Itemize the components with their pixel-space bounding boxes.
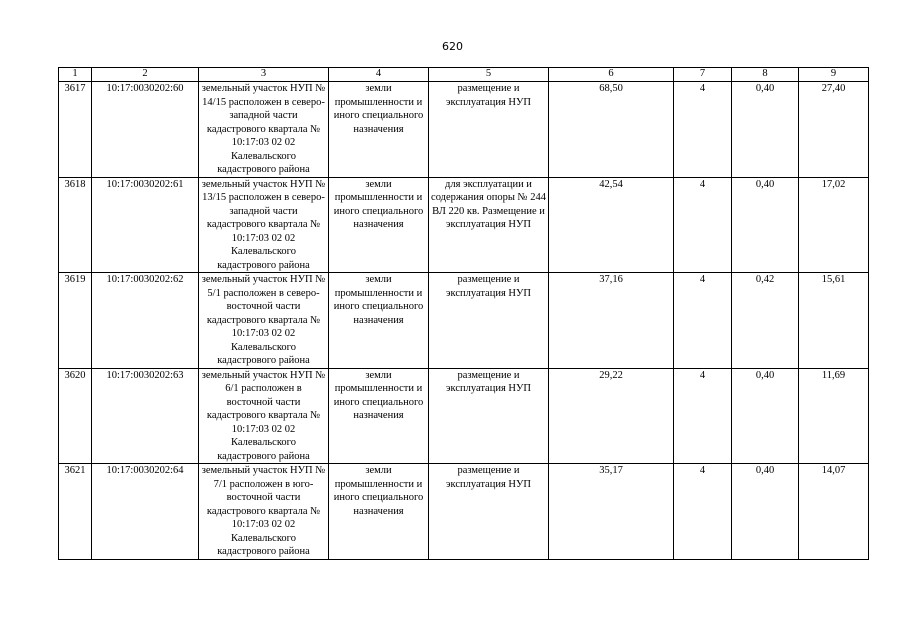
row-number: 3621 <box>59 464 92 560</box>
land-category: земли промышленности и иного специального назначения <box>329 273 429 369</box>
row-number: 3617 <box>59 82 92 178</box>
col-7-value: 4 <box>674 273 732 369</box>
permitted-use: размещение и эксплуатация НУП <box>429 82 549 178</box>
col-8-value: 0,40 <box>732 177 799 273</box>
col-9-value: 14,07 <box>799 464 869 560</box>
col-7-value: 4 <box>674 82 732 178</box>
col-6-value: 35,17 <box>549 464 674 560</box>
table-row <box>59 368 869 464</box>
table-row <box>59 82 869 178</box>
land-category: земли промышленности и иного специального назначения <box>329 82 429 178</box>
header-col-9: 9 <box>799 68 869 82</box>
col-6-value: 68,50 <box>549 82 674 178</box>
col-6-value: 29,22 <box>549 368 674 464</box>
header-col-1: 1 <box>59 68 92 82</box>
cadastral-number: 10:17:0030202:64 <box>92 464 199 560</box>
header-col-3: 3 <box>199 68 329 82</box>
permitted-use: размещение и эксплуатация НУП <box>429 368 549 464</box>
row-number: 3618 <box>59 177 92 273</box>
land-category: земли промышленности и иного специального назначения <box>329 177 429 273</box>
cadastral-number: 10:17:0030202:63 <box>92 368 199 464</box>
plot-description: земельный участок НУП № 5/1 расположен в северо-восточной части кадастрового квартала № 10:17:03 02 02 Калевальского кадастрового района <box>199 273 329 369</box>
table-row <box>59 273 869 369</box>
permitted-use: размещение и эксплуатация НУП <box>429 464 549 560</box>
plot-description: земельный участок НУП № 6/1 расположен в восточной части кадастрового квартала № 10:17:03 02 02 Калевальского кадастрового района <box>199 368 329 464</box>
land-plots-table <box>58 67 869 560</box>
header-col-8: 8 <box>732 68 799 82</box>
col-7-value: 4 <box>674 177 732 273</box>
header-col-5: 5 <box>429 68 549 82</box>
col-8-value: 0,40 <box>732 464 799 560</box>
header-col-4: 4 <box>329 68 429 82</box>
table-row <box>59 464 869 560</box>
col-6-value: 42,54 <box>549 177 674 273</box>
page-number: 620 <box>442 40 463 53</box>
header-col-6: 6 <box>549 68 674 82</box>
col-8-value: 0,40 <box>732 82 799 178</box>
cadastral-number: 10:17:0030202:62 <box>92 273 199 369</box>
permitted-use: для эксплуатации и содержания опоры № 244 ВЛ 220 кв. Размещение и эксплуатация НУП <box>429 177 549 273</box>
col-8-value: 0,42 <box>732 273 799 369</box>
cadastral-number: 10:17:0030202:60 <box>92 82 199 178</box>
col-8-value: 0,40 <box>732 368 799 464</box>
cadastral-number: 10:17:0030202:61 <box>92 177 199 273</box>
col-7-value: 4 <box>674 368 732 464</box>
row-number: 3619 <box>59 273 92 369</box>
plot-description: земельный участок НУП № 14/15 расположен в северо-западной части кадастрового квартала № 10:17:03 02 02 Калевальского кадастрового района <box>199 82 329 178</box>
col-9-value: 17,02 <box>799 177 869 273</box>
land-category: земли промышленности и иного специального назначения <box>329 464 429 560</box>
col-9-value: 11,69 <box>799 368 869 464</box>
plot-description: земельный участок НУП № 13/15 расположен в северо-западной части кадастрового квартала № 10:17:03 02 02 Калевальского кадастрового района <box>199 177 329 273</box>
header-row <box>59 68 869 82</box>
table-row <box>59 177 869 273</box>
land-category: земли промышленности и иного специального назначения <box>329 368 429 464</box>
col-9-value: 27,40 <box>799 82 869 178</box>
header-col-2: 2 <box>92 68 199 82</box>
plot-description: земельный участок НУП № 7/1 расположен в юго-восточной части кадастрового квартала № 10:17:03 02 02 Калевальского кадастрового района <box>199 464 329 560</box>
col-7-value: 4 <box>674 464 732 560</box>
permitted-use: размещение и эксплуатация НУП <box>429 273 549 369</box>
col-6-value: 37,16 <box>549 273 674 369</box>
header-col-7: 7 <box>674 68 732 82</box>
row-number: 3620 <box>59 368 92 464</box>
col-9-value: 15,61 <box>799 273 869 369</box>
